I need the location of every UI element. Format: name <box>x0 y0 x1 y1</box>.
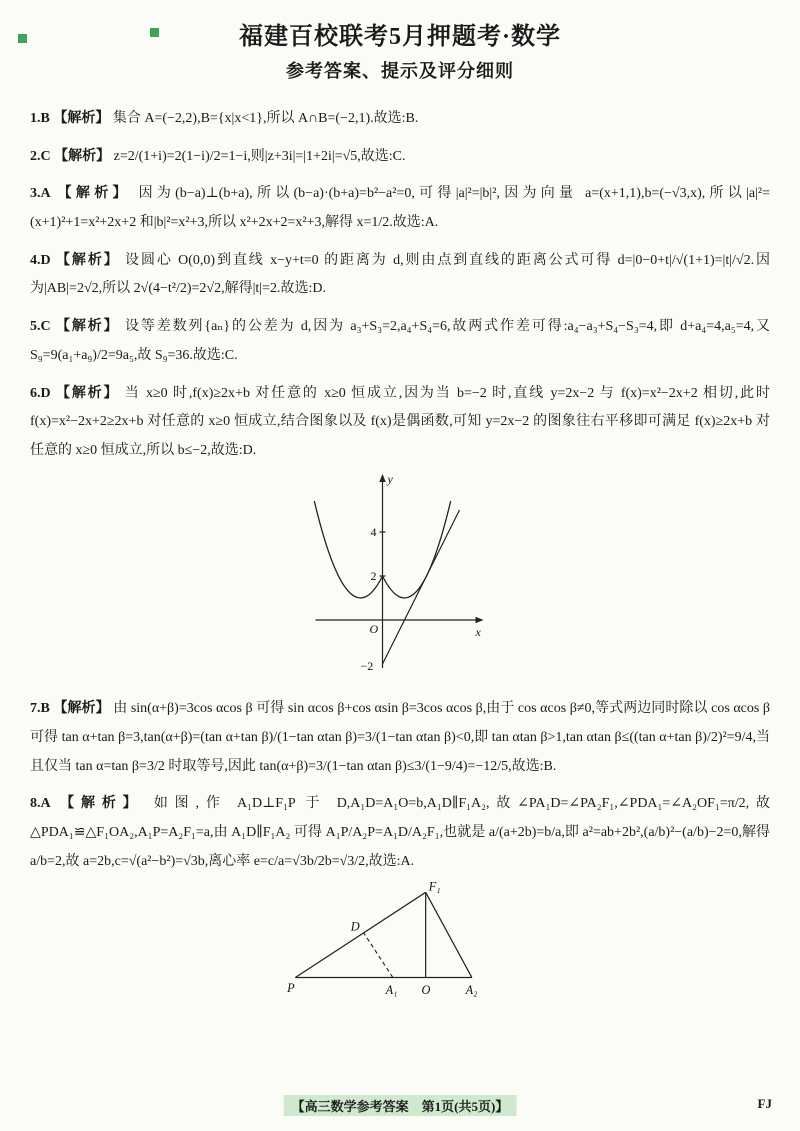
solution-prefix: 3.A 【解析】 <box>30 186 131 202</box>
label-o: O <box>421 983 431 998</box>
origin-label: O <box>369 621 379 636</box>
solution-prefix: 7.B 【解析】 <box>30 701 110 717</box>
answers-content <box>0 83 800 1010</box>
solution-item-6 <box>30 380 770 687</box>
label-p: P <box>287 981 295 996</box>
solution-body: 如图,作 A₁D⊥F₁P 于 D,A₁D=A₁O=b,A₁D∥F₁A₂,故∠PA₁D=∠PA₂F₁,∠PDA₁=∠A₂OF₁=π/2,故△PDA₁≌△F₁OA₂,A₁P=A₂F₁=a,由 A₁D∥F₁A₂ 可得 A₁P/A₂P=A₁D/A₂F₁,也就是 a/(a+2b)=b/a,即 a²=ab+2b²,(a/b)²−(a/b)−2=0,解得 a/b=2,故 a=2b,c=√(a²−b²)=√3b,离心率 e=c/a=√3b/2b=√3/2,故选:A. <box>30 796 770 869</box>
solution-item-4 <box>30 247 770 304</box>
green-marker-icon <box>18 34 27 43</box>
x-axis-label: x <box>475 624 481 639</box>
y-axis-arrow-icon <box>379 474 385 482</box>
label-a2: A₂ <box>465 983 478 998</box>
solution-body: z=2/(1+i)=2(1−i)/2=1−i,则|z+3i|=|1+2i|=√5,故选:C. <box>113 148 406 164</box>
label-a1: A₁ <box>385 983 398 998</box>
solution-item-7 <box>30 695 770 781</box>
tick-label-neg2: −2 <box>360 658 374 673</box>
label-f1: F₁ <box>428 879 441 894</box>
solution-text <box>30 790 770 876</box>
triangle-figure <box>30 880 770 1010</box>
page-footer <box>0 1095 800 1117</box>
solution-item-8 <box>30 790 770 1010</box>
y-axis-label: y <box>387 471 393 486</box>
solution-item-2 <box>30 143 770 172</box>
solution-text <box>30 380 770 466</box>
solution-body: 由 sin(α+β)=3cos αcos β 可得 sin αcos β+cos αsin β=3cos αcos β,由于 cos αcos β≠0,等式两边同时除以 cos αcos β 可得 tan α+tan β=3,tan(α+β)=(tan α+tan β)/(1−tan αtan β)=3/(1−tan αtan β)<0,即 tan αtan β>1,tan αtan β≤((tan α+tan β)/2)²=9/4,当且仅当 tan α=tan β=3/2 时取等号,因此 tan(α+β)=3/(1−tan αtan β)≤3/(1−9/4)=−12/5,故选:B. <box>30 701 771 774</box>
page-subtitle: 参考答案、提示及评分细则 <box>286 61 514 81</box>
page-title: 福建百校联考5月押题考·数学 <box>238 24 561 50</box>
solution-prefix: 8.A 【解析】 <box>30 796 144 812</box>
solution-prefix: 4.D 【解析】 <box>30 252 120 268</box>
tick-label-4: 4 <box>370 524 377 539</box>
function-graph-svg <box>305 470 495 675</box>
segment-a1-d-dashed <box>364 933 393 978</box>
solution-body: 集合 A=(−2,2),B={x|x<1},所以 A∩B=(−2,1).故选:B. <box>112 111 419 126</box>
tick-label-2: 2 <box>370 568 377 583</box>
side-f1-a2 <box>426 893 472 978</box>
solution-prefix: 1.B 【解析】 <box>30 111 110 126</box>
solution-body: 当 x≥0 时,f(x)≥2x+b 对任意的 x≥0 恒成立,因为当 b=−2 时,直线 y=2x−2 与 f(x)=x²−2x+2 相切,此时 f(x)=x²−2x+2≥2x+b 对任意的 x≥0 恒成立,结合图象以及 f(x)是偶函数,可知 y=2x−2 的图象往右平移即可满足 f(x)≥2x+b 对任意的 x≥0 恒成立,所以 b≤−2,故选:D. <box>30 385 770 458</box>
solution-prefix: 2.C 【解析】 <box>30 148 111 164</box>
x-axis-arrow-icon <box>476 616 484 622</box>
solution-item-3 <box>30 180 770 237</box>
solution-prefix: 6.D 【解析】 <box>30 385 120 401</box>
function-graph-figure <box>30 470 770 687</box>
side-p-f1 <box>295 893 425 978</box>
solution-item-1 <box>30 105 770 134</box>
green-marker-icon <box>150 28 159 37</box>
solution-prefix: 5.C 【解析】 <box>30 319 120 335</box>
solution-body: 设圆心 O(0,0)到直线 x−y+t=0 的距离为 d,则由点到直线的距离公式可得 d=|0−0+t|/√(1+1)=|t|/√2.因为|AB|=2√2,所以 2√(4−t²/2)=2√2,解得|t|=2.故选:D. <box>30 252 770 297</box>
footer-code: FJ <box>757 1096 772 1111</box>
solution-body: 设等差数列{aₙ}的公差为 d,因为 a₃+S₃=2,a₄+S₄=6,故两式作差可得:a₄−a₃+S₄−S₃=4,即 d+a₄=4,a₅=4,又 S₉=9(a₁+a₉)/2=9a₅,故 S₉=36.故选:C. <box>30 319 771 363</box>
footer-page-indicator: 【高三数学参考答案 第1页(共5页)】 <box>284 1095 517 1116</box>
solution-body: 因为(b−a)⊥(b+a),所以(b−a)·(b+a)=b²−a²=0,可得|a|²=|b|²,因为向量 a=(x+1,1),b=(−√3,x),所以|a|²=(x+1)²+1=x²+2x+2 和|b|²=x²+3,所以 x²+2x+2=x²+3,解得 x=1/2.故选:A. <box>30 186 771 231</box>
label-d: D <box>350 919 360 934</box>
solution-item-5 <box>30 313 770 370</box>
tangent-line <box>383 510 460 664</box>
triangle-figure-svg <box>285 880 515 998</box>
